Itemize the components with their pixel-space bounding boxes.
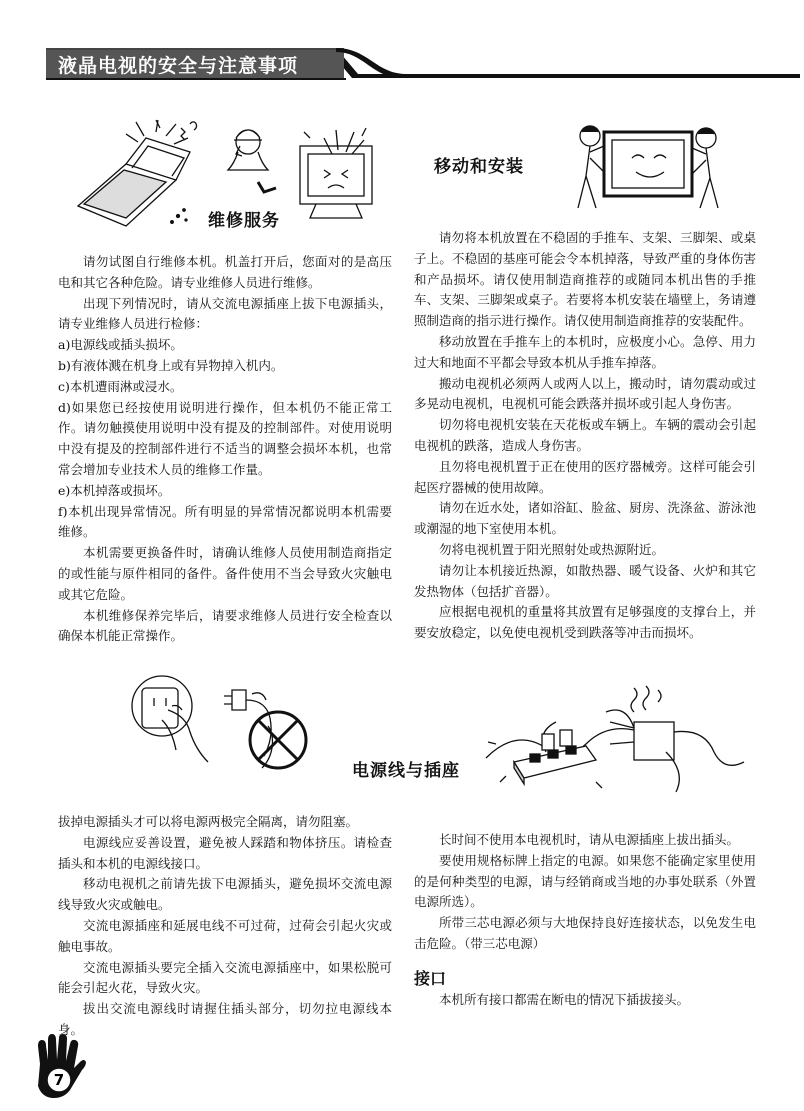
page-number [46, 1067, 72, 1093]
power-heading: 电源线与插座 [352, 761, 460, 781]
moving-paragraph: 应根据电视机的重量将其放置有足够强度的支撑台上，并要安放稳定，以免使电视机受到跌落等冲击而损坏。 [414, 604, 756, 641]
page-title: 液晶电视的安全与注意事项 [58, 55, 299, 77]
moving-paragraph: 搬动电视机必须两人或两人以上，搬动时，请勿震动或过多晃动电视机，电视机可能会跌落并损坏或引起人身伤害。 [414, 375, 756, 412]
power-paragraph: 移动电视机之前请先拔下电源插头，避免损坏交流电源线导致火灾或触电。 [58, 876, 392, 913]
moving-paragraph: 切勿将电视机安装在天花板或车辆上。车辆的震动会引起电视机的跌落，造成人身伤害。 [414, 417, 756, 453]
moving-illustration [568, 116, 728, 216]
power-paragraph: 拔掉电源插头才可以将电源两极完全隔离，请勿阻塞。 [58, 814, 359, 829]
power-strip-illustration [486, 682, 756, 796]
moving-paragraph: 且勿将电视机置于正在使用的医疗器械旁。这样可能会引起医疗器械的使用故障。 [414, 458, 756, 495]
power-text-left [58, 812, 392, 1041]
power-paragraph: 所带三芯电源必须与大地保持良好连接状态，以免发生电击危险。（带三芯电源） [414, 915, 756, 951]
moving-paragraph: 请勿让本机接近热源，如散热器、暖气设备、火炉和其它发热物体（包括扩音器）。 [414, 562, 756, 599]
power-paragraph: 长时间不使用本电视机时，请从电源插座上拔出插头。 [439, 832, 740, 847]
repair-paragraph: 请勿试图自行维修本机。机盖打开后，您面对的是高压电和其它各种危险。请专业维修人员进行维修。 [58, 254, 392, 290]
page-number-text: 7 [53, 1071, 65, 1089]
moving-paragraph: 请勿在近水处，诸如浴缸、脸盆、厨房、洗涤盆、游泳池或潮湿的地下室使用本机。 [414, 500, 756, 537]
moving-paragraph: 请勿将本机放置在不稳固的手推车、支架、三脚架、或桌子上。不稳固的基座可能会令本机掉落，导致严重的身体伤害和产品损坏。请仅使用制造商推荐的或随同本机出售的手推车、支架、三脚架或桌子。若要将本机安装在墙壁上，务请遵照制造商的指示进行操作。请仅使用制造商推荐的安装配件。 [414, 230, 756, 329]
repair-heading: 维修服务 [208, 211, 280, 231]
repair-item: b)有液体溅在机身上或有异物掉入机内。 [58, 357, 284, 373]
moving-heading: 移动和安装 [434, 157, 524, 177]
power-paragraph: 要使用规格标牌上指定的电源。如果您不能确定家里使用的是何种类型的电源，请与经销商或当地的办事处联系（外置电源所选）。 [414, 852, 756, 910]
repair-paragraph: 本机需要更换备件时，请确认维修人员使用制造商指定的或性能与原件相同的备件。备件使用不当会导致火灾触电或其它危险。 [58, 545, 392, 602]
power-paragraph: 交流电源插头要完全插入交流电源插座中，如果松脱可能会引起火花，导致火灾。 [58, 959, 392, 996]
interface-paragraph: 本机所有接口都需在断电的情况下插拔接头。 [439, 992, 690, 1007]
repair-item: f)本机出现异常情况。所有明显的异常情况都说明本机需要维修。 [58, 503, 392, 540]
repair-paragraph: 出现下列情况时，请从交流电源插座上拔下电源插头，请专业维修人员进行检修： [58, 295, 392, 332]
power-plug-illustration [128, 666, 328, 778]
power-text-right [414, 830, 756, 955]
repair-item: c)本机遭雨淋或浸水。 [58, 378, 183, 394]
interface-text [414, 990, 756, 1011]
moving-paragraph: 移动放置在手推车上的本机时，应极度小心。急停、用力过大和地面不平都会导致本机从手推车掉落。 [414, 333, 756, 370]
power-paragraph: 电源线应妥善设置，避免被人踩踏和物体挤压。请检查插头和本机的电源线接口。 [58, 834, 392, 871]
moving-paragraph: 勿将电视机置于阳光照射处或热源附近。 [439, 541, 665, 557]
power-paragraph: 拔出交流电源线时请握住插头部分，切勿拉电源线本身。 [58, 1001, 392, 1037]
power-paragraph: 交流电源插座和延展电线不可过荷，过荷会引起火灾或触电事故。 [58, 917, 392, 954]
repair-item: d)如果您已经按使用说明进行操作，但本机仍不能正常工作。请勿触摸使用说明中没有提及的控制部件。对使用说明中没有提及的控制部件进行不适当的调整会损坏本机，也常常会增加专业技术人员的维修工作量。 [58, 399, 392, 477]
repair-item: a)电源线或插头损坏。 [58, 337, 183, 353]
repair-paragraph: 本机维修保养完毕后，请要求维修人员进行安全检查以确保本机能正常操作。 [58, 607, 392, 644]
repair-text [58, 252, 392, 647]
repair-item: e)本机掉落或损坏。 [58, 482, 171, 498]
interface-heading: 接口 [414, 969, 447, 988]
moving-text [414, 228, 756, 644]
